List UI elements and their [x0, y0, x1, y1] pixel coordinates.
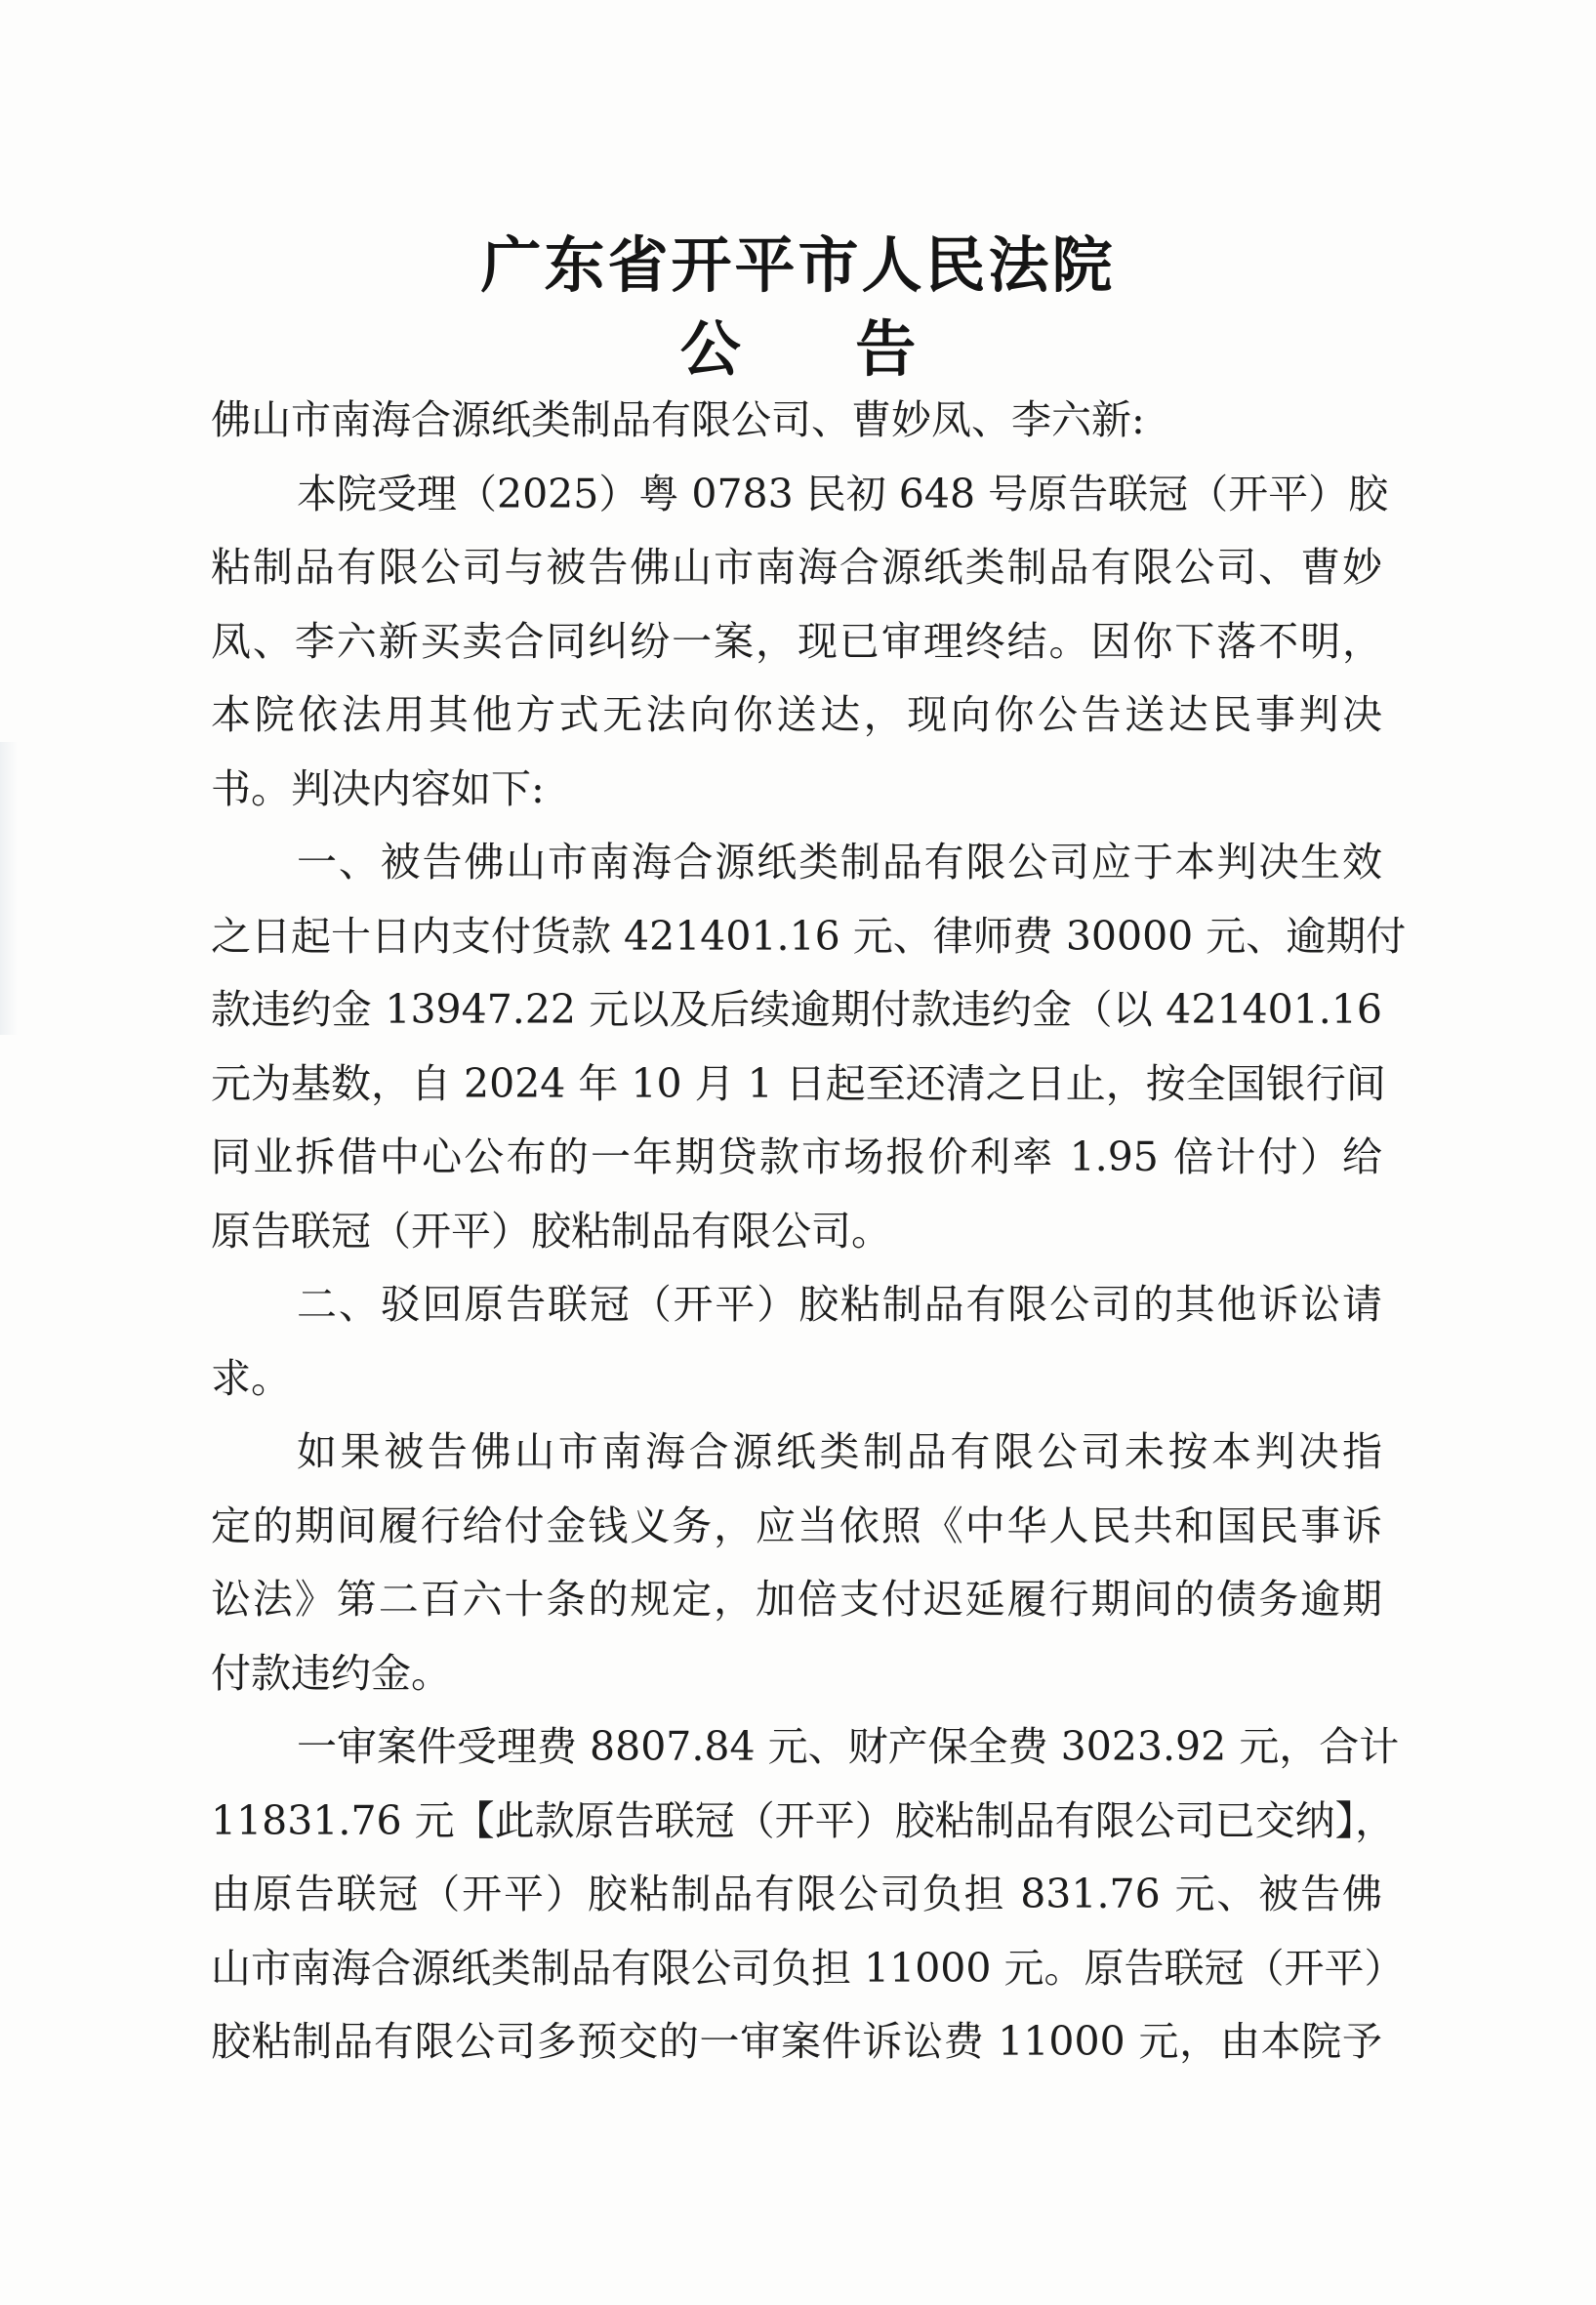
body-line: 一、被告佛山市南海合源纸类制品有限公司应于本判决生效 [297, 839, 1382, 885]
body-line: 本院受理（2025）粤 0783 民初 648 号原告联冠（开平）胶 [297, 470, 1389, 517]
body-line: 一审案件受理费 8807.84 元、财产保全费 3023.92 元，合计 [297, 1723, 1400, 1770]
body-line: 佛山市南海合源纸类制品有限公司、曹妙凤、李六新: [211, 396, 1145, 443]
body-line: 书。判决内容如下: [211, 764, 545, 812]
body-line: 求。 [211, 1354, 291, 1402]
body-line: 如果被告佛山市南海合源纸类制品有限公司未按本判决指 [297, 1428, 1382, 1475]
body-line: 凤、李六新买卖合同纠纷一案，现已审理终结。因你下落不明， [211, 617, 1382, 665]
body-line: 款违约金 13947.22 元以及后续逾期付款违约金（以 421401.16 [211, 986, 1382, 1033]
body-line: 定的期间履行给付金钱义务，应当依照《中华人民共和国民事诉 [211, 1502, 1382, 1549]
body-line: 由原告联冠（开平）胶粘制品有限公司负担 831.76 元、被告佛 [211, 1871, 1382, 1917]
body-line: 讼法》第二百六十条的规定，加倍支付迟延履行期间的债务逾期 [211, 1576, 1382, 1623]
scan-edge-shadow [0, 742, 18, 1035]
body-line: 粘制品有限公司与被告佛山市南海合源纸类制品有限公司、曹妙 [211, 544, 1382, 591]
body-line: 山市南海合源纸类制品有限公司负担 11000 元。原告联冠（开平） [211, 1944, 1405, 1992]
body-line: 二、驳回原告联冠（开平）胶粘制品有限公司的其他诉讼请 [297, 1281, 1382, 1328]
body-line: 本院依法用其他方式无法向你送达，现向你公告送达民事判决 [211, 691, 1382, 738]
notice-body [211, 384, 1407, 2079]
body-line: 原告联冠（开平）胶粘制品有限公司。 [211, 1207, 891, 1255]
body-line: 付款违约金。 [211, 1649, 451, 1697]
court-name-title: 广东省开平市人民法院 [480, 229, 1116, 301]
body-line: 元为基数，自 2024 年 10 月 1 日起至还清之日止，按全国银行间 [211, 1059, 1386, 1107]
body-line: 同业拆借中心公布的一年期贷款市场报价利率 1.95 倍计付）给 [211, 1133, 1382, 1180]
body-line: 之日起十日内支付货款 421401.16 元、律师费 30000 元、逾期付 [211, 912, 1407, 960]
body-line: 11831.76 元【此款原告联冠（开平）胶粘制品有限公司已交纳】， [211, 1796, 1396, 1844]
body-line: 胶粘制品有限公司多预交的一审案件诉讼费 11000 元，由本院予 [211, 2018, 1382, 2065]
notice-heading: 公 告 [679, 313, 963, 385]
